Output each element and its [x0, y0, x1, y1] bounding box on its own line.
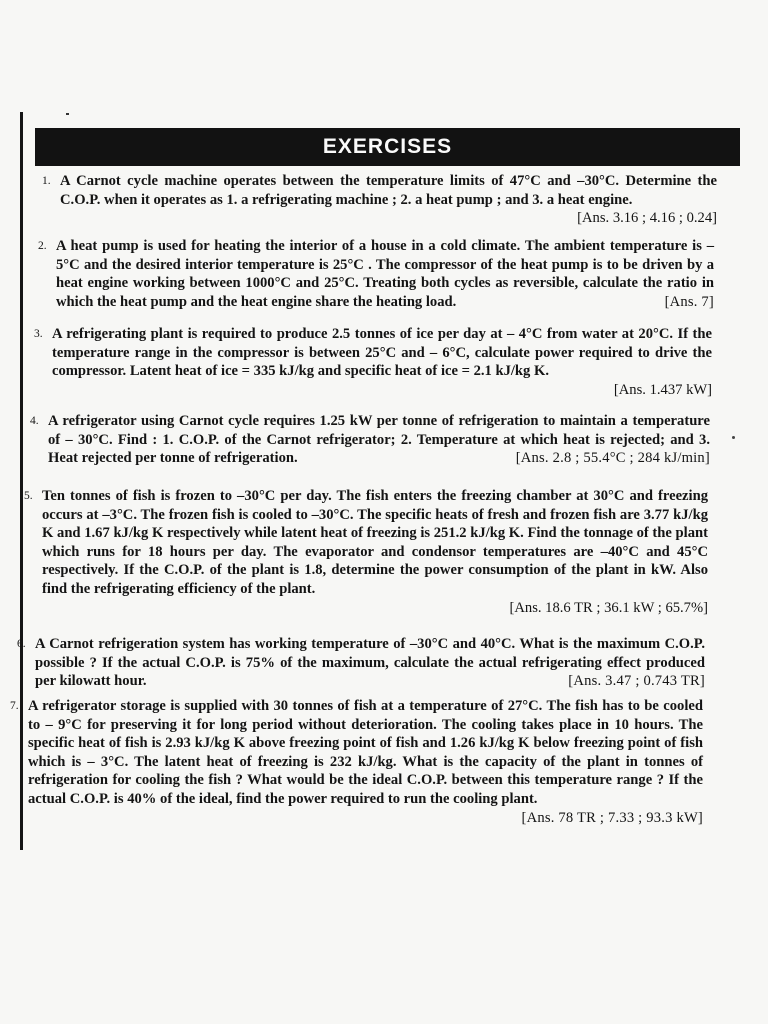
exercise-6	[17, 635, 705, 691]
exercise-text: A refrigerating plant is required to produce 2.5 tonnes of ice per day at – 4°C from water at 20°C. If the temperature range in the compressor is between 25°C and – 6°C, calculate power required to drive the compressor. Latent heat of ice = 335 kJ/kg and specific heat of ice = 2.1 kJ/kg K.	[52, 326, 712, 380]
exercise-number: 3.	[34, 328, 43, 340]
exercise-answer: [Ans. 78 TR ; 7.33 ; 93.3 kW]	[521, 809, 703, 826]
exercise-number: 1.	[42, 175, 51, 187]
scan-mark	[66, 113, 69, 115]
exercise-answer: [Ans. 3.16 ; 4.16 ; 0.24]	[577, 210, 717, 227]
scan-mark	[732, 436, 735, 439]
exercise-number: 7.	[10, 700, 19, 712]
section-title: EXERCISES	[35, 128, 740, 166]
exercise-answer: [Ans. 3.47 ; 0.743 TR]	[568, 673, 705, 690]
exercise-3	[34, 325, 712, 399]
exercise-text: A refrigerator using Carnot cycle requires 1.25 kW per tonne of refrigeration to maintain a temperature of – 30°C. Find : 1. C.O.P. of the Carnot refrigerator; 2. Temperature at which heat is rejected; and 3. Heat rejected per tonne of refrigeration.	[48, 413, 710, 467]
exercise-text: A Carnot cycle machine operates between the temperature limits of 47°C and –30°C. Determine the C.O.P. when it operates as 1. a refrigerating machine ; 2. a heat pump ; and 3. a heat engine.	[60, 173, 717, 208]
exercise-2	[38, 237, 714, 311]
exercise-7	[10, 697, 703, 827]
exercise-1	[42, 172, 717, 228]
exercise-answer: [Ans. 2.8 ; 55.4°C ; 284 kJ/min]	[515, 450, 710, 467]
exercise-number: 2.	[38, 240, 47, 252]
exercise-text: A refrigerator storage is supplied with 30 tonnes of fish at a temperature of 27°C. The fish has to be cooled to – 9°C for preserving it for long period without deterioration. The cooling takes place in 10 hours. The specific heat of fish is 2.93 kJ/kg K above freezing point of fish and 1.26 kJ/kg K below freezing point of fish which is – 3°C. The latent heat of freezing is 232 kJ/kg. What is the capacity of the plant in tonnes of refrigeration for cooling the fish ? What would be the ideal C.O.P. between this temperature range ? If the actual C.O.P. is 40% of the ideal, find the power required to run the cooling plant.	[28, 698, 703, 807]
exercise-answer: [Ans. 1.437 kW]	[613, 381, 712, 398]
exercise-answer: [Ans. 18.6 TR ; 36.1 kW ; 65.7%]	[509, 599, 708, 616]
page-margin-rule	[20, 112, 23, 850]
exercise-text: A Carnot refrigeration system has working temperature of –30°C and 40°C. What is the maximum C.O.P. possible ? If the actual C.O.P. is 75% of the maximum, calculate the actual refrigerating effect produced per kilowatt hour.	[35, 636, 705, 690]
exercise-5	[24, 487, 708, 617]
exercise-number: 5.	[24, 490, 33, 502]
exercise-answer: [Ans. 7]	[664, 293, 714, 310]
exercise-text: Ten tonnes of fish is frozen to –30°C per day. The fish enters the freezing chamber at 30°C and freezing occurs at –3°C. The frozen fish is cooled to –30°C. The specific heats of fresh and frozen fish are 3.77 kJ/kg K and 1.67 kJ/kg K respectively while latent heat of freezing is 251.2 kJ/kg K. Find the tonnage of the plant which runs for 18 hours per day. The evaporator and condensor temperatures are –40°C and 45°C respectively. If the C.O.P. of the plant is 1.8, determine the power consumption of the plant in kW. Also find the refrigerating efficiency of the plant.	[42, 488, 708, 597]
exercise-number: 6.	[17, 638, 26, 650]
exercise-text: A heat pump is used for heating the interior of a house in a cold climate. The ambient temperature is –5°C and the desired interior temperature is 25°C . The compressor of the heat pump is to be driven by a heat engine working between 1000°C and 25°C. Treating both cycles as reversible, calculate the ratio in which the heat pump and the heat engine share the heating load.	[56, 238, 714, 310]
exercise-number: 4.	[30, 415, 39, 427]
exercise-4	[30, 412, 710, 468]
